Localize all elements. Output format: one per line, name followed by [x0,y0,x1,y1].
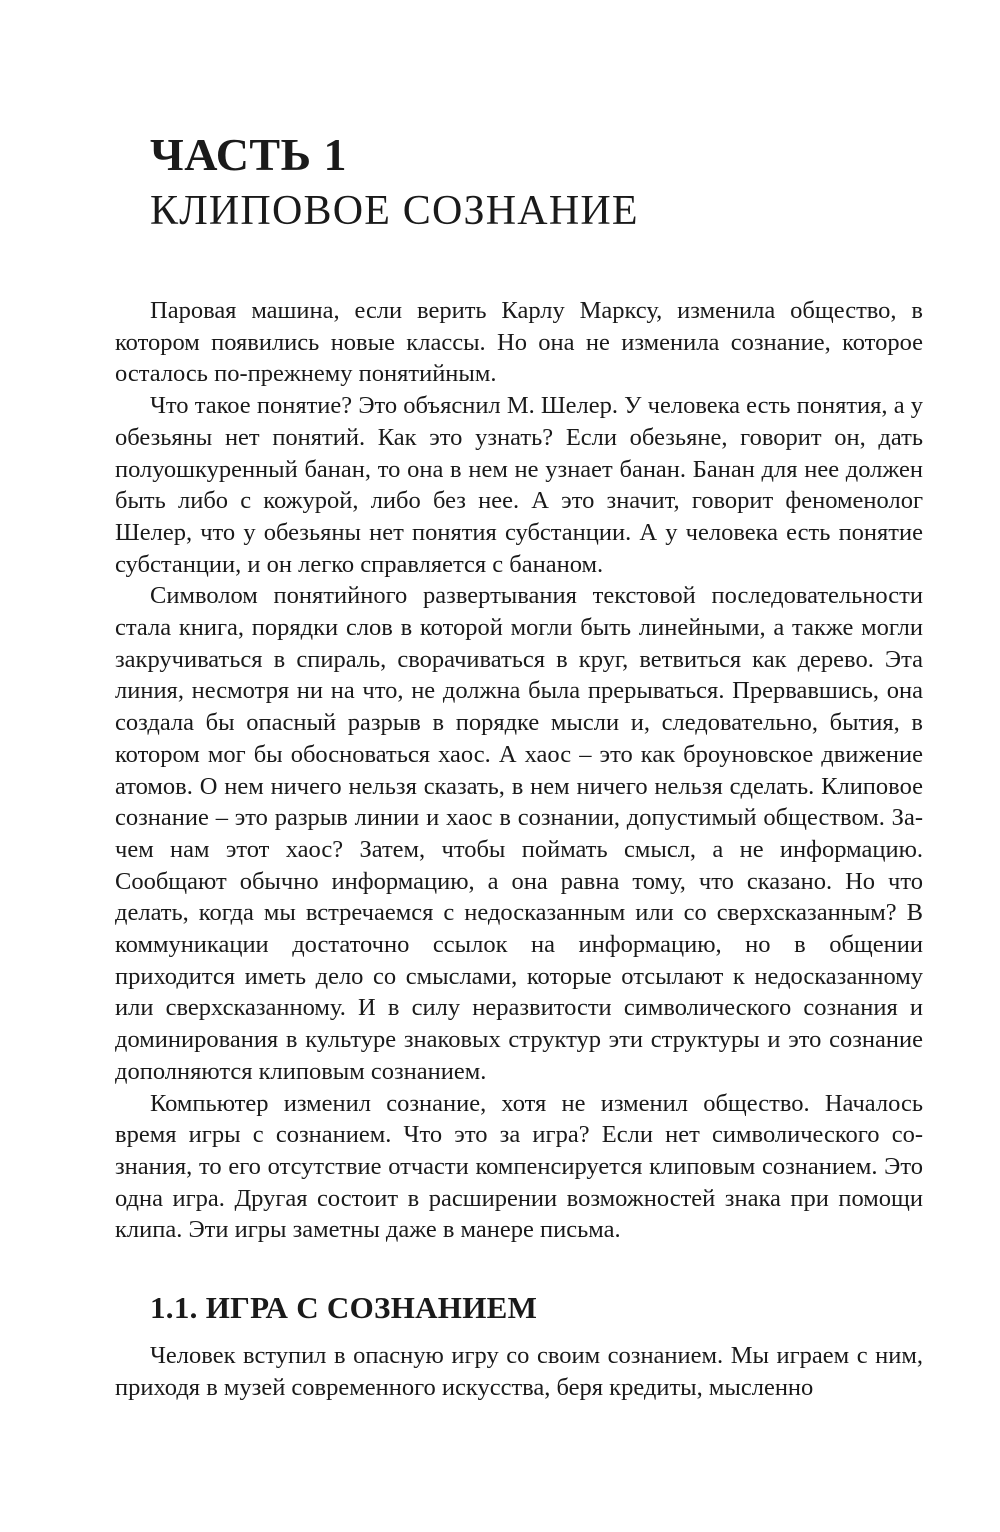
intro-text [115,295,923,1246]
paragraph: Паровая машина, если верить Карлу Марксу, изменила общество, в котором появились новые классы. Но она не изменила сознание, которое осталось по-прежнему понятийным. [115,297,923,388]
paragraph: Человек вступил в опасную игру со своим сознанием. Мы играем с ним, приходя в музей современного искусства, беря кредиты, мысленно [115,1342,923,1401]
part-title: КЛИПОВОЕ СОЗНАНИЕ [150,188,639,234]
paragraph: Компьютер изменил сознание, хотя не изменил общество. Началось время игры с сознанием. Что это за игра? Если нет символического сознания, то его отсутствие отчасти компенсируется клиповым сознанием. Это одна игра. Другая состоит в расширении возможностей знака при помощи клипа. Эти игры заметны даже в манере письма. [115,1089,923,1244]
paragraph: Что такое понятие? Это объяснил М. Шелер. У человека есть понятия, а у обезьяны нет понятий. Как это узнать? Если обезьяне, говорит он, дать полуошкуренный банан, то она в нем не узнает банан. Банан для нее должен быть либо с кожурой, либо без нее. А это значит, говорит феноменолог Шелер, что у обезьяны нет понятия субстанции. А у человека есть понятие субстанции, и он легко справляется с бананом. [115,392,923,578]
part-number: ЧАСТЬ 1 [150,129,348,180]
section-text [115,1340,923,1403]
paragraph: Символом понятийного развертывания текстовой последовательности стала книга, порядки слов в которой могли быть линейными, а также могли закручиваться в спираль, сворачиваться в круг, ветвиться как дерево. Эта линия, несмотря ни на что, не должна была прерываться. Прервавшись, она создала бы опасный разрыв в порядке мысли и, следовательно, бытия, в котором мог бы обосноваться хаос. А хаос – это как броуновское движение атомов. О нем ничего нельзя сказать, в нем ничего нельзя сделать. Клиповое сознание – это разрыв линии и хаос в сознании, допустимый обществом. Зачем нам этот хаос? Затем, чтобы поймать смысл, а не информацию. Сообщают обычно информацию, а она равна тому, что сказано. Но что делать, когда мы встречаемся с недосказанным или со сверхсказанным? В коммуникации достаточно ссылок на информацию, но в общении приходится иметь дело со смыслами, которые отсылают к недосказанному или сверхсказанному. И в силу неразвитости символического сознания и доминирования в культуре знаковых структур эти структуры и это сознание дополняются клиповым сознанием. [115,582,923,1085]
section-heading: 1.1. ИГРА С СОЗНАНИЕМ [150,1290,538,1325]
